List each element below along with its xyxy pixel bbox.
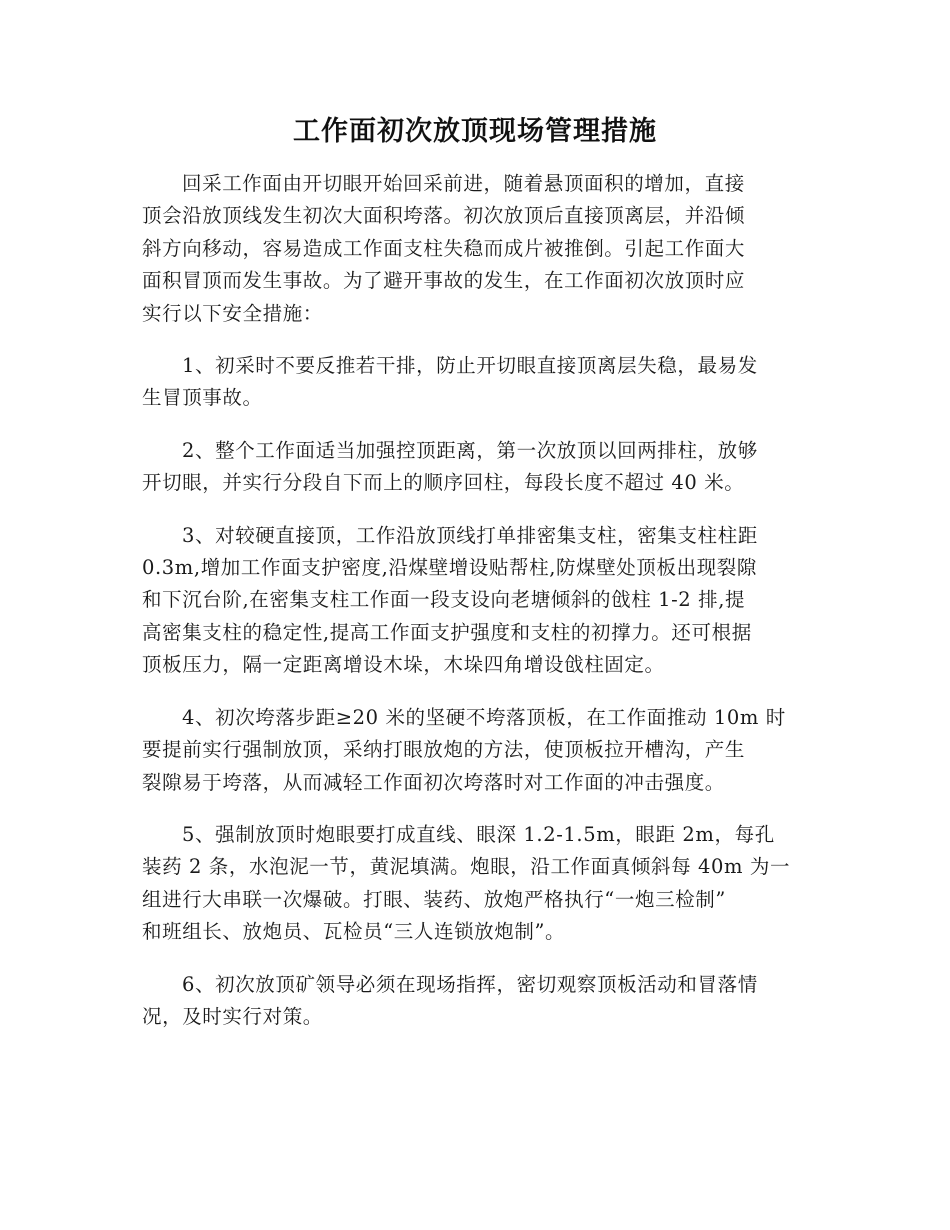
- paragraph-line: 高密集支柱的稳定性,提高工作面支护强度和支柱的初撑力。还可根据: [142, 620, 752, 644]
- paragraph-line: 回采工作面由开切眼开始回采前进，随着悬顶面积的增加，直接: [182, 172, 745, 195]
- paragraph-line: 实行以下安全措施：: [142, 301, 323, 325]
- paragraph-line: 生冒顶事故。: [142, 386, 263, 410]
- paragraph-line: 和下沉台阶,在密集支柱工作面一段支设向老塘倾斜的戗柱 1-2 排,提: [142, 588, 746, 612]
- paragraph-item-2: [142, 435, 810, 500]
- paragraph-line: 1、初采时不要反推若干排，防止开切眼直接顶离层失稳，最易发: [182, 354, 758, 378]
- document-body: [142, 168, 810, 1053]
- paragraph-line: 2、整个工作面适当加强控顶距离，第一次放顶以回两排柱，放够: [182, 438, 758, 462]
- paragraph-line: 装药 2 条，水泡泥一节，黄泥填满。炮眼，沿工作面真倾斜每 40m 为一: [142, 855, 791, 879]
- paragraph-item-4: [142, 702, 810, 799]
- paragraph-line: 6、初次放顶矿领导必须在现场指挥，密切观察顶板活动和冒落情: [182, 972, 758, 996]
- paragraph-line: 和班组长、放炮员、瓦检员“三人连锁放炮制”。: [142, 920, 566, 944]
- paragraph-line: 组进行大串联一次爆破。打眼、装药、放炮严格执行“一炮三检制”: [142, 887, 726, 911]
- paragraph-item-5: [142, 819, 810, 949]
- paragraph-line: 要提前实行强制放顶，采纳打眼放炮的方法，使顶板拉开槽沟，产生: [142, 738, 746, 762]
- paragraph-line: 斜方向移动，容易造成工作面支柱失稳而成片被推倒。引起工作面大: [142, 236, 746, 260]
- paragraph-line: 况，及时实行对策。: [142, 1004, 323, 1028]
- paragraph-line: 顶会沿放顶线发生初次大面积垮落。初次放顶后直接顶离层，并沿倾: [142, 204, 746, 228]
- paragraph-item-3: [142, 520, 810, 682]
- paragraph-line: 面积冒顶而发生事故。为了避开事故的发生，在工作面初次放顶时应: [142, 269, 746, 293]
- paragraph-line: 开切眼，并实行分段自下而上的顺序回柱，每段长度不超过 40 米。: [142, 471, 745, 495]
- paragraph-intro: [142, 168, 810, 330]
- paragraph-line: 4、初次垮落步距≥20 米的坚硬不垮落顶板，在工作面推动 10m 时: [182, 705, 786, 729]
- paragraph-line: 3、对较硬直接顶，工作沿放顶线打单排密集支柱，密集支柱柱距: [182, 523, 758, 547]
- paragraph-line: 顶板压力，隔一定距离增设木垛，木垛四角增设戗柱固定。: [142, 653, 665, 677]
- paragraph-line: 0.3m,增加工作面支护密度,沿煤壁增设贴帮柱,防煤壁处顶板出现裂隙: [142, 556, 757, 580]
- document-title: 工作面初次放顶现场管理措施: [293, 116, 657, 147]
- paragraph-item-1: [142, 350, 810, 415]
- paragraph-item-6: [142, 969, 810, 1034]
- paragraph-line: 5、强制放顶时炮眼要打成直线、眼深 1.2-1.5m，眼距 2m，每孔: [182, 822, 775, 846]
- paragraph-line: 裂隙易于垮落，从而减轻工作面初次垮落时对工作面的冲击强度。: [142, 770, 725, 794]
